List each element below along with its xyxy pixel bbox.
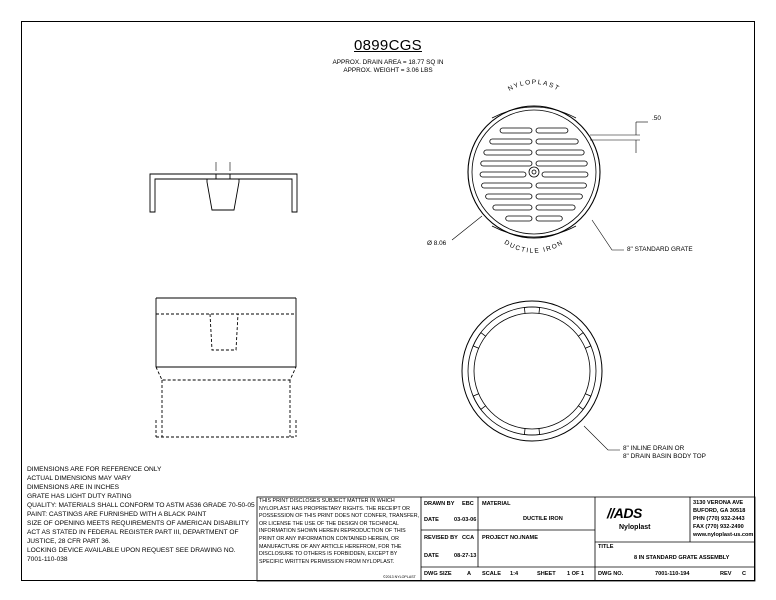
- drawn-by-label: DRAWN BY: [424, 501, 455, 507]
- material-value: DUCTILE IRON: [523, 516, 563, 522]
- address-line-2: BUFORD, GA 30518: [693, 508, 746, 514]
- date-label-2: DATE: [424, 553, 439, 559]
- revised-by-label: REVISED BY: [424, 535, 458, 541]
- note: JUSTICE, 28 CFR PART 36.: [27, 538, 111, 545]
- grate-brand-text: NYLOPLAST: [506, 78, 562, 93]
- sheet-label: SHEET: [537, 571, 556, 577]
- dwg-no-value: 7001-110-194: [655, 571, 690, 577]
- weight-text: APPROX. WEIGHT = 3.06 LBS: [343, 67, 433, 74]
- rev-label: REV: [720, 571, 732, 577]
- note: SIZE OF OPENING MEETS REQUIREMENTS OF AMERICAN DISABILITY: [27, 520, 250, 527]
- date-drawn-value: 03-03-06: [454, 517, 477, 523]
- date-revised-value: 08-27-13: [454, 553, 477, 559]
- phone: PHN (770) 932-2443: [693, 516, 745, 522]
- nyloplast-logo: Nyloplast: [619, 524, 651, 531]
- inline-drain-label-1: 8" INLINE DRAIN OR: [623, 445, 685, 452]
- title-label: TITLE: [598, 544, 614, 550]
- note: LOCKING DEVICE AVAILABLE UPON REQUEST SEE DRAWING NO.: [27, 547, 236, 554]
- note: QUALITY: MATERIALS SHALL CONFORM TO ASTM A536 GRADE 70-50-05: [27, 502, 255, 509]
- note: PAINT: CASTINGS ARE FURNISHED WITH A BLACK PAINT: [27, 511, 207, 518]
- inline-drain-label-2: 8" DRAIN BASIN BODY TOP: [623, 453, 706, 460]
- dwg-no-label: DWG NO.: [598, 571, 624, 577]
- dwg-size-label: DWG SIZE: [424, 571, 452, 577]
- project-label: PROJECT NO./NAME: [482, 535, 538, 541]
- drawing-title: 8 IN STANDARD GRATE ASSEMBLY: [634, 555, 730, 561]
- website: www.nyloplast-us.com: [693, 532, 754, 538]
- dwg-size-value: A: [467, 571, 472, 577]
- fax: FAX (770) 932-2490: [693, 524, 744, 530]
- part-number: 0899CGS: [354, 37, 422, 54]
- diameter-label: Ø 8.06: [427, 240, 447, 247]
- proprietary-disclaimer: THIS PRINT DISCLOSES SUBJECT MATTER IN WHICH NYLOPLAST HAS PROPRIETARY RIGHTS. THE RECEIPT OR POSSESSION OF THIS PRINT DOES NOT CONFER, TRANSFER, OR LICENSE THE USE OF THE DESIGN OR TECHNICAL INFORMATION SHOWN HEREIN REPRODUCTION OF THIS PRINT OR ANY INFORMATION CONTAINED HEREIN, OR MANUFACTURE OF ANY ARTICLE HEREFROM, FOR THE DISCLOSURE TO OTHERS IS FORBIDDEN, EXCEPT BY SPECIFIC WRITTEN PERMISSION FROM NYLOPLAST.: [259, 498, 420, 565]
- ads-logo: //ADS: [607, 505, 642, 521]
- note: ACT AS STATED IN FEDERAL REGISTER PART III, DEPARTMENT OF: [27, 529, 239, 536]
- drawn-by-value: EBC: [462, 501, 474, 507]
- date-label: DATE: [424, 517, 439, 523]
- note: DIMENSIONS ARE IN INCHES: [27, 484, 119, 491]
- rev-value: C: [742, 571, 747, 577]
- note: GRATE HAS LIGHT DUTY RATING: [27, 493, 132, 500]
- revised-by-value: CCA: [462, 535, 475, 541]
- address-line-1: 3130 VERONA AVE: [693, 500, 744, 506]
- drain-area-text: APPROX. DRAIN AREA = 18.77 SQ IN: [332, 59, 444, 66]
- scale-label: SCALE: [482, 571, 501, 577]
- note: ACTUAL DIMENSIONS MAY VARY: [27, 475, 132, 482]
- standard-grate-label: 8" STANDARD GRATE: [627, 246, 693, 253]
- note: 7001-110-038: [27, 556, 68, 563]
- copyright: ©2013 NYLOPLAST: [383, 575, 416, 579]
- note: DIMENSIONS ARE FOR REFERENCE ONLY: [27, 466, 162, 473]
- scale-value: 1:4: [510, 571, 519, 577]
- material-label: MATERIAL: [482, 501, 511, 507]
- slot-dimension-label: .50: [652, 115, 661, 122]
- sheet-value: 1 OF 1: [567, 571, 585, 577]
- grate-material-text: DUCTILE IRON: [502, 239, 566, 255]
